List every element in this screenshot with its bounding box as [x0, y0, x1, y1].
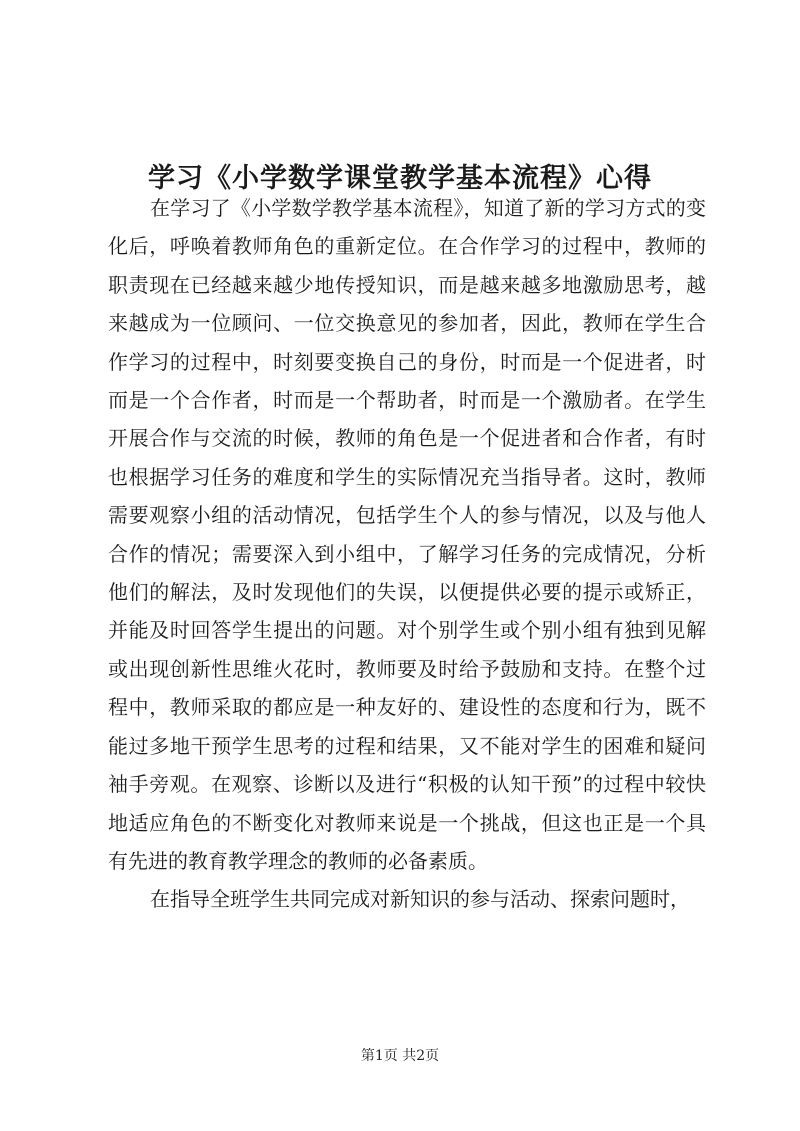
document-body	[108, 189, 706, 919]
page-number-footer: 第1页 共2页	[360, 1048, 440, 1064]
paragraph: 在指导全班学生共同完成对新知识的参与活动、探索问题时，	[150, 887, 690, 912]
document-title: 学习《小学数学课堂教学基本流程》心得	[148, 163, 652, 195]
paragraph: 在学习了《小学数学教学基本流程》，知道了新的学习方式的变化后，呼唤着教师角色的重新定位。在合作学习的过程中，教师的职责现在已经越来越少地传授知识，而是越来越多地激励思考，越来越成为一位顾问、一位交换意见的参加者，因此，教师在学生合作学习的过程中，时刻要变换自己的身份，时而是一个促进者，时而是一个合作者，时而是一个帮助者，时而是一个激励者。在学生开展合作与交流的时候，教师的角色是一个促进者和合作者，有时也根据学习任务的难度和学生的实际情况充当指导者。这时，教师需要观察小组的活动情况，包括学生个人的参与情况，以及与他人合作的情况；需要深入到小组中，了解学习任务的完成情况，分析他们的解法，及时发现他们的失误，以便提供必要的提示或矫正，并能及时回答学生提出的问题。对个别学生或个别小组有独到见解或出现创新性思维火花时，教师要及时给予鼓励和支持。在整个过程中，教师采取的都应是一种友好的、建设性的态度和行为，既不能过多地干预学生思考的过程和结果，又不能对学生的困难和疑问袖手旁观。在观察、诊断以及进行“积极的认知干预”的过程中较快地适应角色的不断变化对教师来说是一个挑战，但这也正是一个具有先进的教育教学理念的教师的必备素质。	[108, 196, 706, 873]
